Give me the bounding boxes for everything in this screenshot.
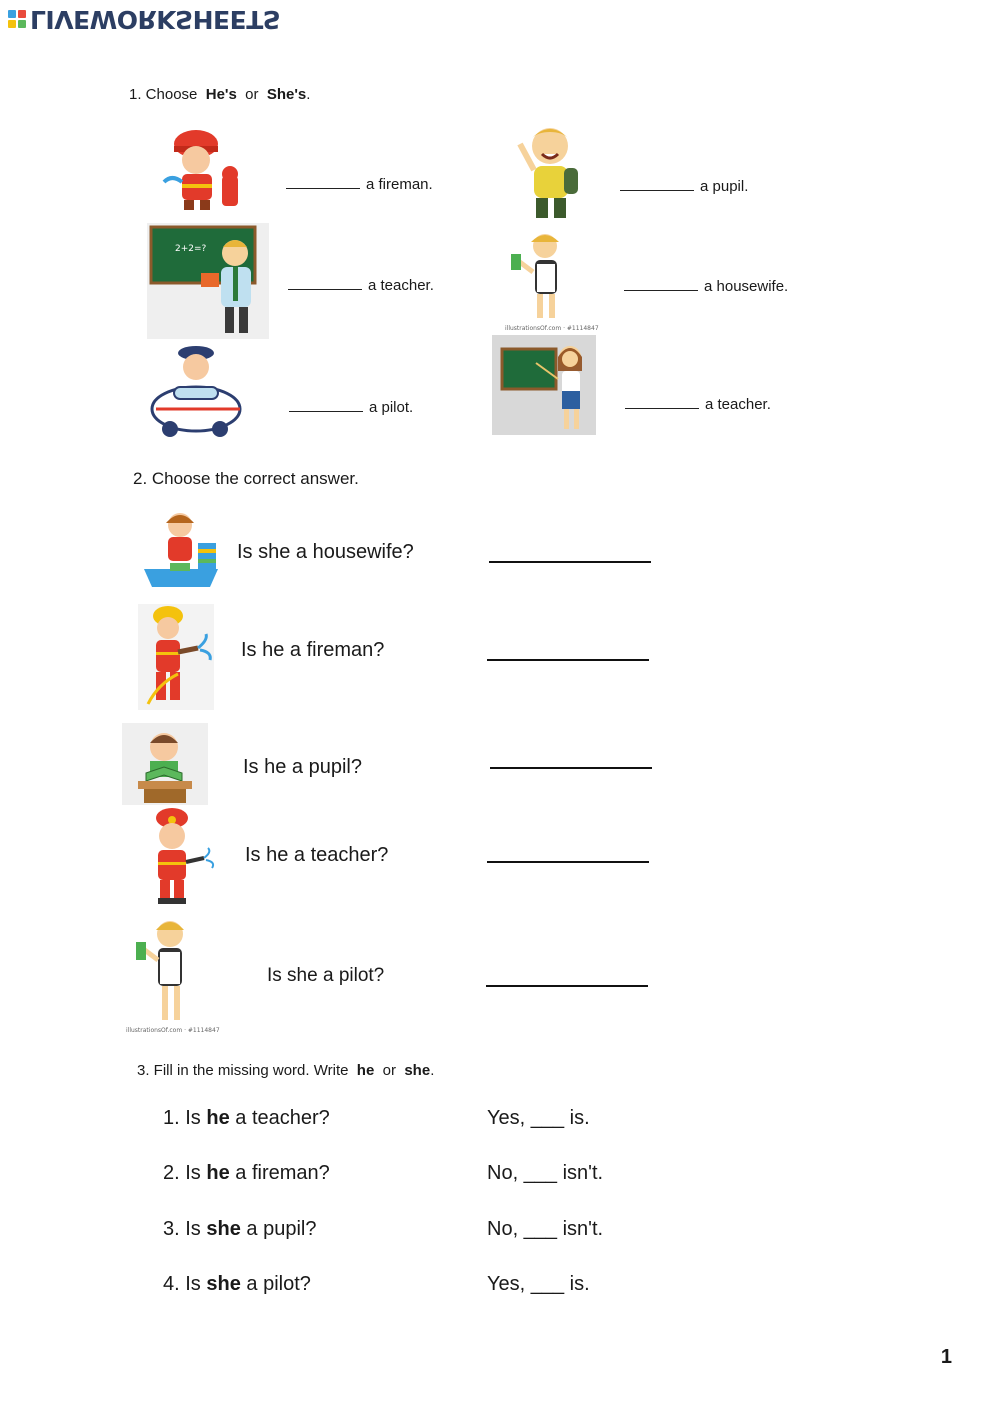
pupil-boy-image	[514, 124, 588, 222]
s2-answer-line[interactable]	[487, 861, 649, 863]
s3-question-rest: a teacher?	[235, 1107, 330, 1129]
s1-item-text: a pupil.	[700, 178, 749, 195]
pupil-reading-image	[122, 723, 208, 805]
s1-item-housewife[interactable]	[624, 278, 788, 295]
fireman-kid-image	[142, 806, 226, 910]
answer-blank[interactable]	[289, 410, 363, 412]
s3-answer-1[interactable]: Yes, ___ is.	[487, 1107, 590, 1129]
male-teacher-image	[147, 223, 269, 339]
fireman-boy-image	[160, 124, 246, 214]
s1-item-pupil[interactable]	[620, 178, 748, 195]
section3-title-end: .	[430, 1062, 435, 1079]
answer-blank[interactable]	[624, 289, 698, 291]
section3-title-prefix: 3. Fill in the missing word. Write	[137, 1062, 349, 1079]
section3-title-or: or	[382, 1062, 396, 1079]
section1-title-prefix: 1. Choose	[129, 86, 198, 103]
s1-item-pilot[interactable]	[289, 399, 413, 416]
s1-item-text: a housewife.	[704, 278, 789, 295]
s3-question-num: 1. Is	[163, 1107, 201, 1129]
housewife-cleaning-image	[124, 912, 220, 1036]
s2-question-fireman: Is he a fireman?	[241, 639, 385, 661]
s3-question-pronoun: he	[206, 1107, 230, 1129]
s3-question-num: 3. Is	[163, 1218, 201, 1240]
s3-answer-4[interactable]: Yes, ___ is.	[487, 1273, 590, 1295]
liveworksheets-logo	[8, 6, 280, 32]
answer-blank[interactable]	[286, 187, 360, 189]
pilot-image	[150, 345, 248, 445]
section3-title-option1: he	[356, 1062, 375, 1079]
s1-item-fireman[interactable]	[286, 176, 433, 193]
s3-question-pronoun: she	[206, 1273, 241, 1295]
s1-item-teacher[interactable]	[288, 277, 434, 294]
s1-watermark: illustrationsOf.com · #1114847	[505, 325, 599, 332]
s1-item-text: a pilot.	[369, 399, 414, 416]
s3-answer-3[interactable]: No, ___ isn't.	[487, 1218, 604, 1240]
s3-answer-2[interactable]: No, ___ isn't.	[487, 1162, 604, 1184]
s3-question-rest: a pilot?	[246, 1273, 311, 1295]
s2-question-teacher: Is he a teacher?	[245, 844, 389, 866]
section2-title: 2. Choose the correct answer.	[133, 469, 359, 488]
s2-question-pilot: Is she a pilot?	[267, 965, 385, 986]
answer-blank[interactable]	[625, 407, 699, 409]
s1-item-teacher-2[interactable]	[625, 396, 771, 413]
section1-title	[129, 86, 310, 103]
answer-blank[interactable]	[620, 189, 694, 191]
s1-item-text: a fireman.	[366, 176, 433, 193]
logo-blocks-icon	[8, 10, 26, 28]
s3-question-num: 4. Is	[163, 1273, 201, 1295]
s2-answer-line[interactable]	[487, 659, 649, 661]
section1-title-or: or	[245, 86, 259, 103]
section1-title-end: .	[306, 86, 311, 103]
s3-question-pronoun: she	[206, 1218, 241, 1240]
s3-question-2	[163, 1162, 330, 1185]
svg-text:2+2=?: 2+2=?	[175, 244, 207, 254]
s2-watermark: illustrationsOf.com · #1114847	[126, 1027, 220, 1034]
section1-title-option1: He's	[205, 86, 237, 103]
housewife-image	[503, 228, 599, 332]
answer-blank[interactable]	[288, 288, 362, 290]
female-teacher-image	[492, 335, 596, 435]
page-number: 1	[940, 1346, 952, 1368]
section3-title-option2: she	[404, 1062, 431, 1079]
s3-question-3	[163, 1218, 316, 1241]
fireman-hose-image	[138, 604, 214, 710]
s3-question-pronoun: he	[206, 1162, 230, 1184]
s2-answer-line[interactable]	[486, 985, 648, 987]
s3-question-1	[163, 1107, 330, 1130]
s2-question-housewife: Is she a housewife?	[237, 541, 414, 563]
s1-item-text: a teacher.	[368, 277, 434, 294]
section3-title	[137, 1062, 434, 1079]
s3-question-4	[163, 1273, 311, 1296]
section1-title-option2: She's	[266, 86, 307, 103]
s2-question-pupil: Is he a pupil?	[243, 756, 362, 778]
logo-text: LIVEWORKSHEETS	[30, 5, 281, 34]
s3-question-rest: a pupil?	[246, 1218, 317, 1240]
s2-answer-line[interactable]	[490, 767, 652, 769]
s2-answer-line[interactable]	[489, 561, 651, 563]
s3-question-num: 2. Is	[163, 1162, 201, 1184]
s3-question-rest: a fireman?	[235, 1162, 330, 1184]
s1-item-text: a teacher.	[705, 396, 771, 413]
housewife-ironing-image	[140, 507, 222, 595]
